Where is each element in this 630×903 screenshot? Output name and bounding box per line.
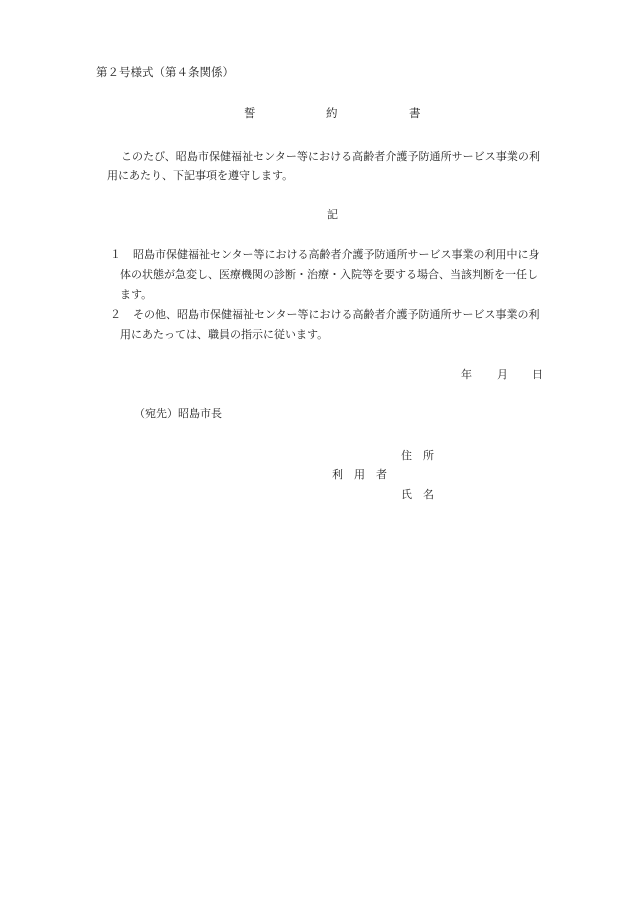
document-title-char-3: 書: [409, 106, 421, 120]
date-day-label: 日: [532, 368, 543, 381]
item-1-line-2: 体の状態が急変し、医療機関の診断・治療・入院等を要する場合、当該判断を一任し: [120, 268, 538, 281]
intro-line-1: このたび、昭島市保健福祉センター等における高齢者介護予防通所サービス事業の利: [121, 150, 541, 163]
user-label: 利 用 者: [332, 468, 387, 481]
ki-heading: 記: [327, 208, 338, 221]
form-number-label: 第２号様式（第４条関係）: [96, 65, 234, 79]
date-month-label: 月: [497, 368, 508, 381]
item-number-2: ２: [110, 308, 121, 321]
intro-line-2: 用にあたり、下記事項を遵守します。: [107, 169, 294, 182]
date-year-label: 年: [461, 368, 472, 381]
addressee: （宛先）昭島市長: [134, 407, 222, 420]
name-label: 氏 名: [401, 488, 434, 501]
item-2-line-2: 用にあたっては、職員の指示に従います。: [120, 328, 329, 341]
item-2-line-1: その他、昭島市保健福祉センター等における高齢者介護予防通所サービス事業の利: [133, 308, 540, 321]
address-label: 住 所: [401, 449, 434, 462]
document-title-char-1: 誓: [244, 106, 256, 120]
document-title-char-2: 約: [326, 106, 338, 120]
item-1-line-1: 昭島市保健福祉センター等における高齢者介護予防通所サービス事業の利用中に身: [133, 248, 540, 261]
item-1-line-3: ます。: [120, 288, 153, 301]
item-number-1: １: [110, 248, 121, 261]
